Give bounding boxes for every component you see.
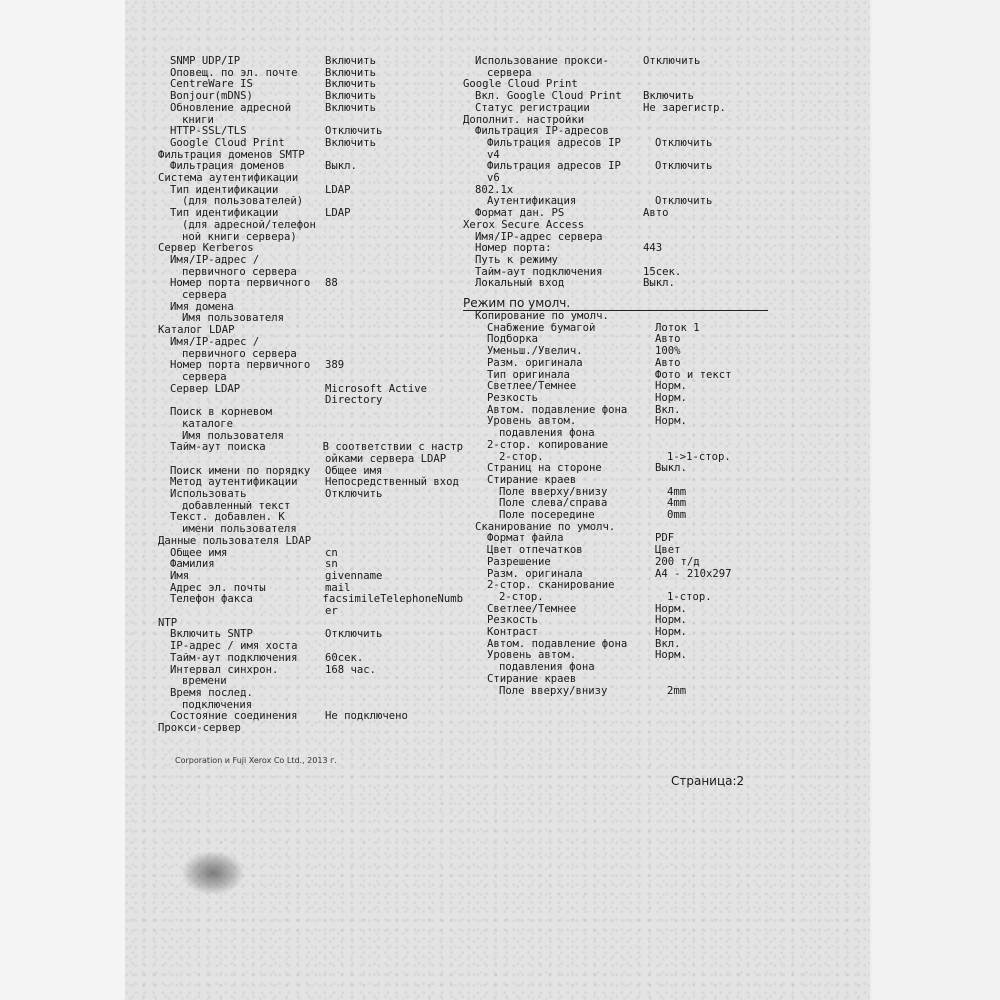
- setting-label: Формат файла: [487, 533, 564, 545]
- settings-row: [158, 185, 463, 197]
- setting-label: сервера: [487, 67, 532, 79]
- setting-value: Отключить: [655, 195, 713, 208]
- setting-value: Отключить: [655, 136, 713, 149]
- settings-row: [158, 501, 463, 513]
- setting-label: Тайм-аут подключения: [475, 266, 603, 278]
- setting-value: Лоток 1: [655, 321, 700, 334]
- settings-row: [463, 323, 783, 335]
- settings-row: [158, 594, 463, 606]
- settings-row: [463, 405, 783, 417]
- setting-label: Сканирование по умолч.: [475, 521, 616, 533]
- background-right: [872, 0, 1000, 1000]
- setting-value: 200 т/д: [655, 555, 700, 568]
- settings-row: [463, 115, 783, 127]
- setting-label: Светлее/Темнее: [487, 381, 577, 393]
- settings-row: [158, 302, 463, 314]
- setting-label: NTP: [158, 617, 178, 629]
- settings-row: [158, 173, 463, 185]
- setting-label: Аутентификация: [487, 196, 577, 208]
- setting-label: Телефон факса: [170, 594, 253, 606]
- setting-label: Адрес эл. почты: [170, 582, 266, 594]
- setting-value: 4mm: [667, 497, 687, 510]
- settings-row: [463, 569, 783, 581]
- setting-label: Уровень автом.: [487, 416, 577, 428]
- setting-value: Вкл.: [655, 403, 681, 416]
- setting-value: 168 час.: [325, 663, 377, 676]
- settings-row: [158, 138, 463, 150]
- setting-label: сервера: [182, 290, 227, 302]
- setting-label: Страниц на стороне: [487, 463, 602, 475]
- setting-label: Статус регистрации: [475, 102, 590, 114]
- setting-label: Автом. подавление фона: [487, 404, 628, 416]
- setting-label: Имя/IP-адрес сервера: [475, 231, 603, 243]
- setting-label: Текст. добавлен. К: [170, 512, 285, 524]
- settings-row: [463, 358, 783, 370]
- setting-label: Разрешение: [487, 556, 551, 568]
- setting-value: ойками сервера LDAP: [325, 452, 447, 465]
- settings-row: [158, 115, 463, 127]
- settings-row: [463, 592, 783, 604]
- setting-value: A4 - 210x297: [655, 567, 732, 580]
- setting-value: Microsoft Active: [325, 382, 428, 395]
- setting-label: Время послед.: [170, 687, 253, 699]
- setting-label: добавленный текст: [182, 500, 291, 512]
- settings-row: [158, 629, 463, 641]
- settings-row: [463, 487, 783, 499]
- setting-value: Directory: [325, 394, 383, 407]
- setting-label: Фильтрация доменов SMTP: [158, 149, 305, 161]
- setting-label: первичного сервера: [182, 266, 297, 278]
- settings-row: [158, 161, 463, 173]
- setting-label: Поле посередине: [499, 510, 595, 522]
- setting-label: Номер порта:: [475, 243, 552, 255]
- settings-row: [158, 559, 463, 571]
- settings-row: [463, 662, 783, 674]
- settings-row: [463, 255, 783, 267]
- setting-label: 2-стор.: [499, 591, 544, 603]
- setting-value: Выкл.: [655, 462, 687, 475]
- setting-label: Прокси-сервер: [158, 723, 241, 735]
- setting-label: Тайм-аут поиска: [170, 442, 266, 454]
- settings-row: [463, 639, 783, 651]
- setting-label: CentreWare IS: [170, 79, 253, 91]
- settings-row: [158, 290, 463, 302]
- settings-row: [463, 393, 783, 405]
- settings-row: [463, 346, 783, 358]
- setting-label: каталоге: [182, 418, 234, 430]
- setting-label: Имя/IP-адрес /: [170, 336, 260, 348]
- setting-label: Сервер Kerberos: [158, 243, 254, 255]
- setting-value: Включить: [325, 101, 377, 114]
- page-number: Страница:2: [671, 774, 745, 788]
- setting-value: Отключить: [325, 125, 383, 138]
- setting-label: (для адресной/телефон: [182, 219, 316, 231]
- settings-row: [463, 440, 783, 452]
- setting-label: имени пользователя: [182, 524, 297, 536]
- settings-row: [463, 650, 783, 662]
- settings-row: [463, 381, 783, 393]
- settings-row: [158, 536, 463, 548]
- settings-row: [463, 428, 783, 440]
- setting-value: er: [325, 605, 338, 618]
- setting-label: Фильтрация адресов IP: [487, 161, 621, 173]
- right-column: [463, 56, 783, 697]
- settings-row: [158, 360, 463, 372]
- setting-value: Норм.: [655, 626, 687, 639]
- setting-value: Норм.: [655, 380, 687, 393]
- setting-label: Каталог LDAP: [158, 325, 235, 337]
- setting-value: mail: [325, 581, 351, 594]
- settings-row: [463, 557, 783, 569]
- setting-label: Поле вверху/внизу: [499, 486, 608, 498]
- setting-label: Имя пользователя: [182, 313, 285, 325]
- setting-label: Система аутентификации: [158, 173, 299, 185]
- setting-label: Светлее/Темнее: [487, 603, 577, 615]
- settings-row: [463, 475, 783, 487]
- setting-label: Имя: [170, 570, 190, 582]
- setting-label: первичного сервера: [182, 348, 297, 360]
- settings-row: [158, 68, 463, 80]
- settings-row: [158, 618, 463, 630]
- settings-row: [158, 150, 463, 162]
- setting-label: Состояние соединения: [170, 711, 298, 723]
- settings-row: [463, 627, 783, 639]
- setting-label: Данные пользователя LDAP: [158, 535, 312, 547]
- setting-value: Включить: [325, 55, 377, 67]
- setting-label: 2-стор.: [499, 451, 544, 463]
- settings-row: [463, 498, 783, 510]
- setting-value: 389: [325, 359, 345, 372]
- setting-label: Номер порта первичного: [170, 360, 311, 372]
- setting-label: Уровень автом.: [487, 650, 577, 662]
- setting-label: Уменьш./Увелич.: [487, 346, 583, 358]
- setting-value: Включить: [325, 78, 377, 91]
- setting-label: Имя/IP-адрес /: [170, 254, 260, 266]
- settings-row: [158, 255, 463, 267]
- printed-page: [125, 0, 870, 1000]
- setting-label: HTTP-SSL/TLS: [170, 126, 247, 138]
- settings-row: [158, 688, 463, 700]
- settings-row: [463, 208, 783, 220]
- settings-row: [158, 325, 463, 337]
- setting-label: Разм. оригинала: [487, 357, 583, 369]
- settings-row: [463, 463, 783, 475]
- setting-value: 2mm: [667, 684, 687, 697]
- setting-label: [158, 606, 325, 618]
- setting-value: 0mm: [667, 509, 687, 522]
- settings-row: [463, 311, 783, 323]
- setting-label: Имя пользователя: [182, 430, 285, 442]
- setting-label: Xerox Secure Access: [463, 219, 585, 231]
- settings-row: [158, 489, 463, 501]
- setting-value: Включить: [643, 90, 695, 103]
- settings-row: [158, 349, 463, 361]
- settings-row: [158, 103, 463, 115]
- settings-row: [158, 208, 463, 220]
- setting-label: [158, 454, 325, 466]
- setting-label: Сервер LDAP: [170, 383, 241, 395]
- settings-row: [463, 243, 783, 255]
- settings-row: [463, 334, 783, 346]
- settings-row: [158, 419, 463, 431]
- setting-label: Тип идентификации: [170, 208, 279, 220]
- settings-row: [158, 454, 463, 466]
- setting-label: Номер порта первичного: [170, 278, 311, 290]
- settings-row: [463, 686, 783, 698]
- setting-label: Тип оригинала: [487, 369, 570, 381]
- settings-row: [158, 220, 463, 232]
- setting-label: Google Cloud Print: [463, 79, 578, 91]
- setting-label: Поле слева/справа: [499, 498, 608, 510]
- setting-value: Норм.: [655, 602, 687, 615]
- settings-row: [463, 138, 783, 150]
- setting-value: Авто: [655, 356, 681, 369]
- setting-label: Фильтрация IP-адресов: [475, 126, 609, 138]
- setting-value: sn: [325, 558, 338, 571]
- setting-value: 15сек.: [643, 265, 682, 278]
- setting-label: Локальный вход: [475, 278, 565, 290]
- setting-label: Стирание краев: [487, 474, 577, 486]
- settings-row: [158, 196, 463, 208]
- setting-value: 4mm: [667, 485, 687, 498]
- setting-value: LDAP: [325, 207, 351, 220]
- setting-label: Оповещ. по эл. почте: [170, 67, 298, 79]
- setting-value: 443: [643, 242, 663, 255]
- setting-label: Цвет отпечатков: [487, 545, 583, 557]
- toner-smudge: [183, 852, 243, 894]
- setting-label: Резкость: [487, 392, 539, 404]
- setting-label: Тип идентификации: [170, 184, 279, 196]
- setting-label: v6: [487, 173, 500, 185]
- settings-row: [463, 150, 783, 162]
- setting-value: Фото и текст: [655, 368, 732, 381]
- settings-row: [158, 711, 463, 723]
- defaults-title: Режим по умолч.: [463, 296, 768, 311]
- setting-value: Отключить: [655, 160, 713, 173]
- settings-row: [158, 79, 463, 91]
- setting-label: Контраст: [487, 627, 539, 639]
- setting-value: Норм.: [655, 614, 687, 627]
- settings-row: [158, 384, 463, 396]
- settings-row: [158, 232, 463, 244]
- setting-label: SNMP UDP/IP: [170, 56, 241, 67]
- setting-value: facsimileTelephoneNumb: [322, 593, 463, 606]
- setting-value: Отключить: [325, 488, 383, 501]
- settings-row: [463, 674, 783, 686]
- setting-value: cn: [325, 546, 338, 559]
- settings-row: [158, 278, 463, 290]
- setting-label: Google Cloud Print: [170, 137, 285, 149]
- settings-row: [463, 370, 783, 382]
- setting-value: 60сек.: [325, 651, 364, 664]
- setting-label: Поле вверху/внизу: [499, 685, 608, 697]
- settings-row: [463, 232, 783, 244]
- setting-label: Снабжение бумагой: [487, 322, 596, 334]
- setting-label: Вкл. Google Cloud Print: [475, 91, 622, 103]
- defaults-section: [463, 311, 783, 697]
- settings-row: [463, 615, 783, 627]
- settings-row: [158, 407, 463, 419]
- settings-row: [463, 278, 783, 290]
- setting-label: Метод аутентификации: [170, 477, 298, 489]
- setting-label: Тайм-аут подключения: [170, 652, 298, 664]
- setting-label: Путь к режиму: [475, 254, 558, 266]
- setting-label: IP-адрес / имя хоста: [170, 641, 298, 653]
- settings-row: [463, 580, 783, 592]
- setting-label: 802.1x: [475, 184, 514, 196]
- settings-row: [158, 91, 463, 103]
- setting-label: Интервал синхрон.: [170, 664, 279, 676]
- setting-label: подавления фона: [499, 662, 595, 674]
- settings-row: [463, 196, 783, 208]
- settings-row: [158, 723, 463, 735]
- setting-value: Норм.: [655, 649, 687, 662]
- setting-label: подавления фона: [499, 428, 595, 440]
- setting-label: сервера: [182, 371, 227, 383]
- settings-row: [158, 524, 463, 536]
- setting-label: Использовать: [170, 489, 247, 501]
- setting-value: Не подключено: [325, 710, 408, 723]
- settings-row: [463, 185, 783, 197]
- settings-row: [463, 103, 783, 115]
- setting-value: PDF: [655, 532, 675, 545]
- settings-row: [158, 641, 463, 653]
- settings-row: [158, 548, 463, 560]
- settings-row: [463, 267, 783, 279]
- setting-label: 2-стор. сканирование: [487, 580, 615, 592]
- settings-row: [158, 676, 463, 688]
- setting-label: Поиск в корневом: [170, 407, 273, 419]
- settings-row: [463, 452, 783, 464]
- setting-label: Использование прокси-: [475, 56, 609, 67]
- settings-row: [463, 545, 783, 557]
- settings-row: [158, 56, 463, 68]
- network-settings-section: [463, 56, 783, 290]
- setting-label: Фамилия: [170, 559, 215, 571]
- settings-row: [158, 477, 463, 489]
- settings-row: [463, 79, 783, 91]
- settings-row: [158, 126, 463, 138]
- setting-value: Цвет: [655, 544, 681, 557]
- setting-label: Фильтрация адресов IP: [487, 137, 621, 149]
- setting-label: v4: [487, 149, 500, 161]
- setting-label: [158, 395, 325, 407]
- settings-row: [158, 512, 463, 524]
- setting-label: Стирание краев: [487, 673, 577, 685]
- settings-row: [463, 510, 783, 522]
- setting-value: LDAP: [325, 183, 351, 196]
- setting-value: 100%: [655, 345, 681, 358]
- setting-value: Авто: [655, 333, 681, 346]
- settings-row: [463, 68, 783, 80]
- settings-row: [463, 161, 783, 173]
- settings-row: [463, 126, 783, 138]
- settings-row: [463, 416, 783, 428]
- settings-row: [463, 533, 783, 545]
- settings-row: [463, 604, 783, 616]
- setting-label: Подборка: [487, 334, 539, 346]
- setting-label: Поиск имени по порядку: [170, 465, 311, 477]
- setting-label: Включить SNTP: [170, 629, 253, 641]
- setting-label: книги: [182, 114, 214, 126]
- settings-row: [158, 372, 463, 384]
- setting-value: givenname: [325, 569, 383, 582]
- setting-value: Не зарегистр.: [643, 101, 726, 114]
- setting-value: Вкл.: [655, 637, 681, 650]
- settings-row: [158, 313, 463, 325]
- setting-value: Норм.: [655, 415, 687, 428]
- setting-value: Норм.: [655, 391, 687, 404]
- settings-row: [463, 56, 783, 68]
- setting-label: Дополнит. настройки: [463, 114, 585, 126]
- setting-label: Резкость: [487, 615, 539, 627]
- setting-value: Общее имя: [325, 464, 383, 477]
- setting-label: Общее имя: [170, 547, 228, 559]
- setting-value: Отключить: [643, 55, 701, 67]
- setting-value: 1->1-стор.: [667, 450, 731, 463]
- setting-label: Формат дан. PS: [475, 208, 565, 220]
- setting-value: В соответствии с настр: [322, 441, 463, 454]
- setting-value: Авто: [643, 207, 669, 220]
- setting-label: Фильтрация доменов: [170, 161, 285, 173]
- setting-label: Имя домена: [170, 301, 234, 313]
- settings-row: [463, 91, 783, 103]
- setting-value: Включить: [325, 136, 377, 149]
- settings-row: [158, 337, 463, 349]
- settings-row: [463, 173, 783, 185]
- setting-label: Разм. оригинала: [487, 568, 583, 580]
- setting-value: 88: [325, 277, 338, 290]
- setting-value: 1-стор.: [667, 590, 712, 603]
- settings-row: [158, 395, 463, 407]
- setting-label: Обновление адресной: [170, 102, 292, 114]
- settings-row: [158, 665, 463, 677]
- setting-label: Копирование по умолч.: [475, 311, 609, 323]
- left-column: [158, 56, 463, 735]
- settings-row: [463, 220, 783, 232]
- setting-value: Выкл.: [325, 160, 357, 173]
- setting-label: 2-стор. копирование: [487, 439, 609, 451]
- setting-label: (для пользователей): [182, 196, 304, 208]
- settings-row: [158, 267, 463, 279]
- settings-row: [158, 700, 463, 712]
- setting-value: Включить: [325, 66, 377, 79]
- settings-row: [158, 653, 463, 665]
- setting-value: Отключить: [325, 628, 383, 641]
- settings-row: [158, 243, 463, 255]
- copyright-footer: Corporation и Fuji Xerox Co Ltd., 2013 г.: [175, 756, 337, 765]
- setting-value: Выкл.: [643, 277, 675, 290]
- setting-label: Автом. подавление фона: [487, 638, 628, 650]
- setting-label: подключения: [182, 699, 253, 711]
- setting-label: ной книги сервера): [182, 231, 297, 243]
- settings-row: [463, 522, 783, 534]
- setting-value: Включить: [325, 90, 377, 103]
- settings-row: [158, 606, 463, 618]
- background-left: [0, 0, 125, 1000]
- setting-label: времени: [182, 676, 227, 688]
- settings-row: [158, 571, 463, 583]
- setting-value: Непосредственный вход: [325, 476, 459, 489]
- setting-label: Bonjour(mDNS): [170, 91, 253, 103]
